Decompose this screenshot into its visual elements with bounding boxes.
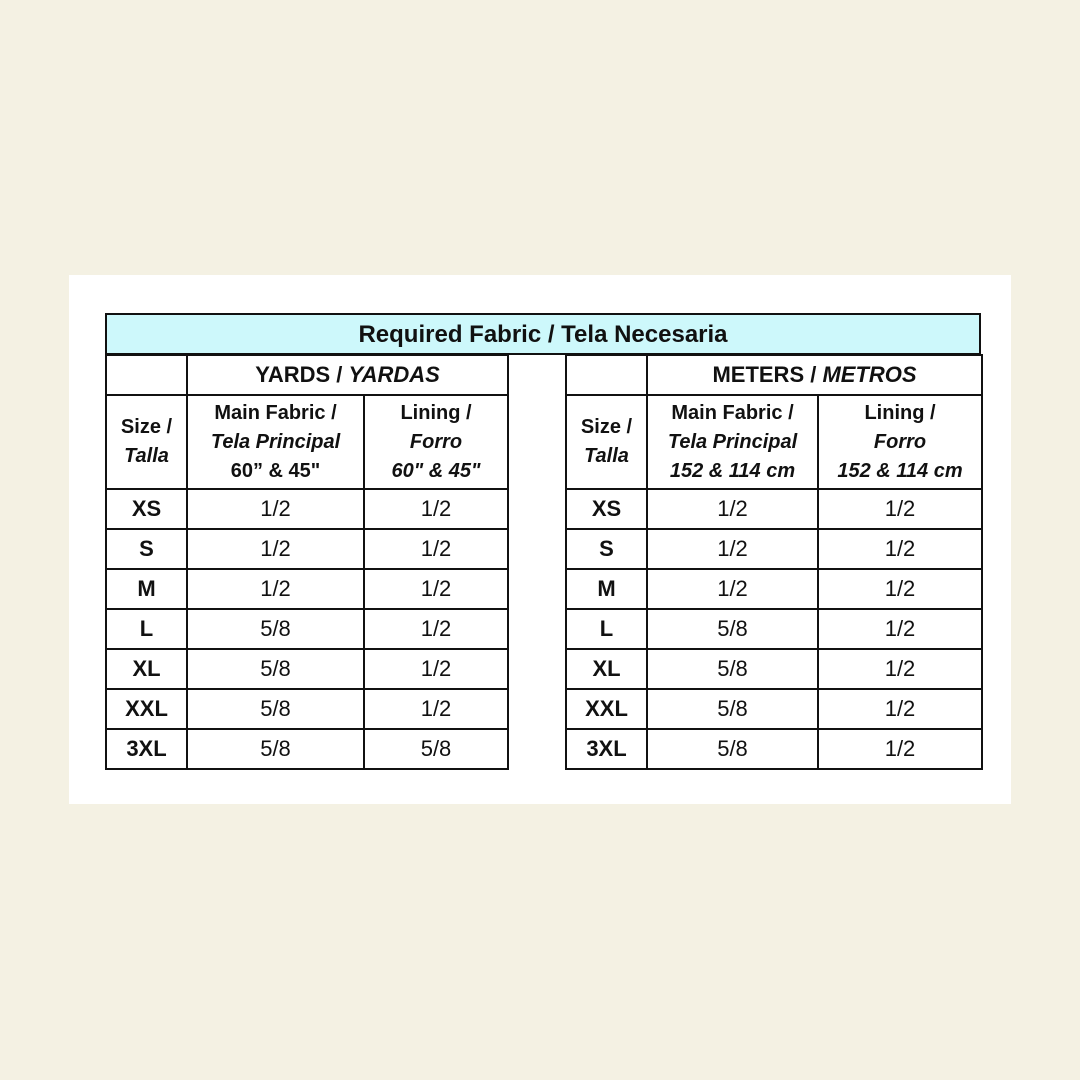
yards-column-header-row — [106, 395, 508, 489]
yards-size-cell: 3XL — [106, 729, 187, 769]
meters-main-cell: 5/8 — [647, 729, 818, 769]
yards-group-label: YARDS / — [255, 362, 349, 387]
table-row — [566, 529, 982, 569]
yards-main-header-label: Main Fabric / — [214, 401, 337, 424]
meters-lining-cell: 1/2 — [818, 489, 982, 529]
meters-main-fabric-header — [647, 395, 818, 489]
meters-lining-cell: 1/2 — [818, 649, 982, 689]
meters-lining-cell: 1/2 — [818, 729, 982, 769]
yards-main-cell: 1/2 — [187, 529, 364, 569]
table-row — [566, 489, 982, 529]
meters-main-cell: 1/2 — [647, 489, 818, 529]
meters-lining-width: 152 & 114 cm — [837, 459, 963, 482]
yards-group-header-row — [106, 355, 508, 395]
yards-main-cell: 1/2 — [187, 569, 364, 609]
meters-lining-cell: 1/2 — [818, 529, 982, 569]
meters-main-cell: 5/8 — [647, 689, 818, 729]
meters-column-header-row — [566, 395, 982, 489]
meters-size-cell: M — [566, 569, 647, 609]
table-row — [566, 689, 982, 729]
meters-main-header-alt: Tela Principal — [667, 430, 798, 453]
meters-size-cell: XXL — [566, 689, 647, 729]
meters-size-cell: XL — [566, 649, 647, 689]
yards-size-cell: M — [106, 569, 187, 609]
yards-lining-header — [364, 395, 508, 489]
yards-size-cell: XL — [106, 649, 187, 689]
table-row — [106, 649, 508, 689]
yards-size-cell: L — [106, 609, 187, 649]
table-row — [566, 609, 982, 649]
meters-main-cell: 5/8 — [647, 609, 818, 649]
yards-lining-width: 60" & 45" — [391, 459, 481, 482]
yards-lining-cell: 5/8 — [364, 729, 508, 769]
meters-lining-header-alt: Forro — [873, 430, 927, 453]
meters-lining-header-label: Lining / — [864, 401, 936, 424]
yards-main-width: 60” & 45" — [230, 459, 321, 482]
table-row — [106, 569, 508, 609]
table-row — [106, 609, 508, 649]
table-row — [106, 689, 508, 729]
yards-size-header-label: Size / — [120, 416, 173, 438]
meters-size-cell: S — [566, 529, 647, 569]
meters-lining-cell: 1/2 — [818, 609, 982, 649]
yards-main-cell: 5/8 — [187, 689, 364, 729]
table-row — [566, 569, 982, 609]
yards-lining-cell: 1/2 — [364, 489, 508, 529]
yards-main-cell: 5/8 — [187, 609, 364, 649]
yards-lining-cell: 1/2 — [364, 609, 508, 649]
yards-lining-cell: 1/2 — [364, 569, 508, 609]
yards-size-header-alt: Talla — [124, 445, 169, 467]
meters-size-cell: XS — [566, 489, 647, 529]
meters-main-width: 152 & 114 cm — [669, 459, 796, 482]
meters-main-header-label: Main Fabric / — [671, 401, 794, 424]
meters-lining-header — [818, 395, 982, 489]
yards-group-label-alt: YARDAS — [348, 362, 440, 387]
yards-group-header — [187, 355, 508, 395]
meters-main-cell: 5/8 — [647, 649, 818, 689]
yards-table — [105, 354, 509, 770]
table-title: Required Fabric / Tela Necesaria — [105, 313, 981, 355]
yards-main-fabric-header — [187, 395, 364, 489]
yards-main-cell: 5/8 — [187, 729, 364, 769]
meters-lining-cell: 1/2 — [818, 689, 982, 729]
meters-size-cell: L — [566, 609, 647, 649]
meters-group-header-row — [566, 355, 982, 395]
table-row — [106, 729, 508, 769]
yards-size-cell: XXL — [106, 689, 187, 729]
yards-lining-cell: 1/2 — [364, 649, 508, 689]
table-row — [106, 489, 508, 529]
yards-lining-header-alt: Forro — [409, 430, 463, 453]
meters-size-cell: 3XL — [566, 729, 647, 769]
table-row — [106, 529, 508, 569]
yards-main-header-alt: Tela Principal — [210, 430, 341, 453]
yards-lining-cell: 1/2 — [364, 689, 508, 729]
yards-lining-header-label: Lining / — [400, 401, 472, 424]
meters-group-label: METERS / — [712, 362, 823, 387]
table-row — [566, 649, 982, 689]
meters-corner-cell — [566, 355, 647, 395]
table-row — [566, 729, 982, 769]
yards-lining-cell: 1/2 — [364, 529, 508, 569]
meters-group-label-alt: METROS — [822, 362, 917, 387]
meters-main-cell: 1/2 — [647, 569, 818, 609]
yards-size-cell: S — [106, 529, 187, 569]
yards-main-cell: 5/8 — [187, 649, 364, 689]
yards-corner-cell — [106, 355, 187, 395]
meters-main-cell: 1/2 — [647, 529, 818, 569]
yards-size-header — [106, 395, 187, 489]
meters-size-header-label: Size / — [580, 416, 633, 438]
yards-main-cell: 1/2 — [187, 489, 364, 529]
meters-size-header-alt: Talla — [584, 445, 629, 467]
meters-group-header — [647, 355, 982, 395]
meters-size-header — [566, 395, 647, 489]
meters-table — [565, 354, 983, 770]
yards-size-cell: XS — [106, 489, 187, 529]
meters-lining-cell: 1/2 — [818, 569, 982, 609]
